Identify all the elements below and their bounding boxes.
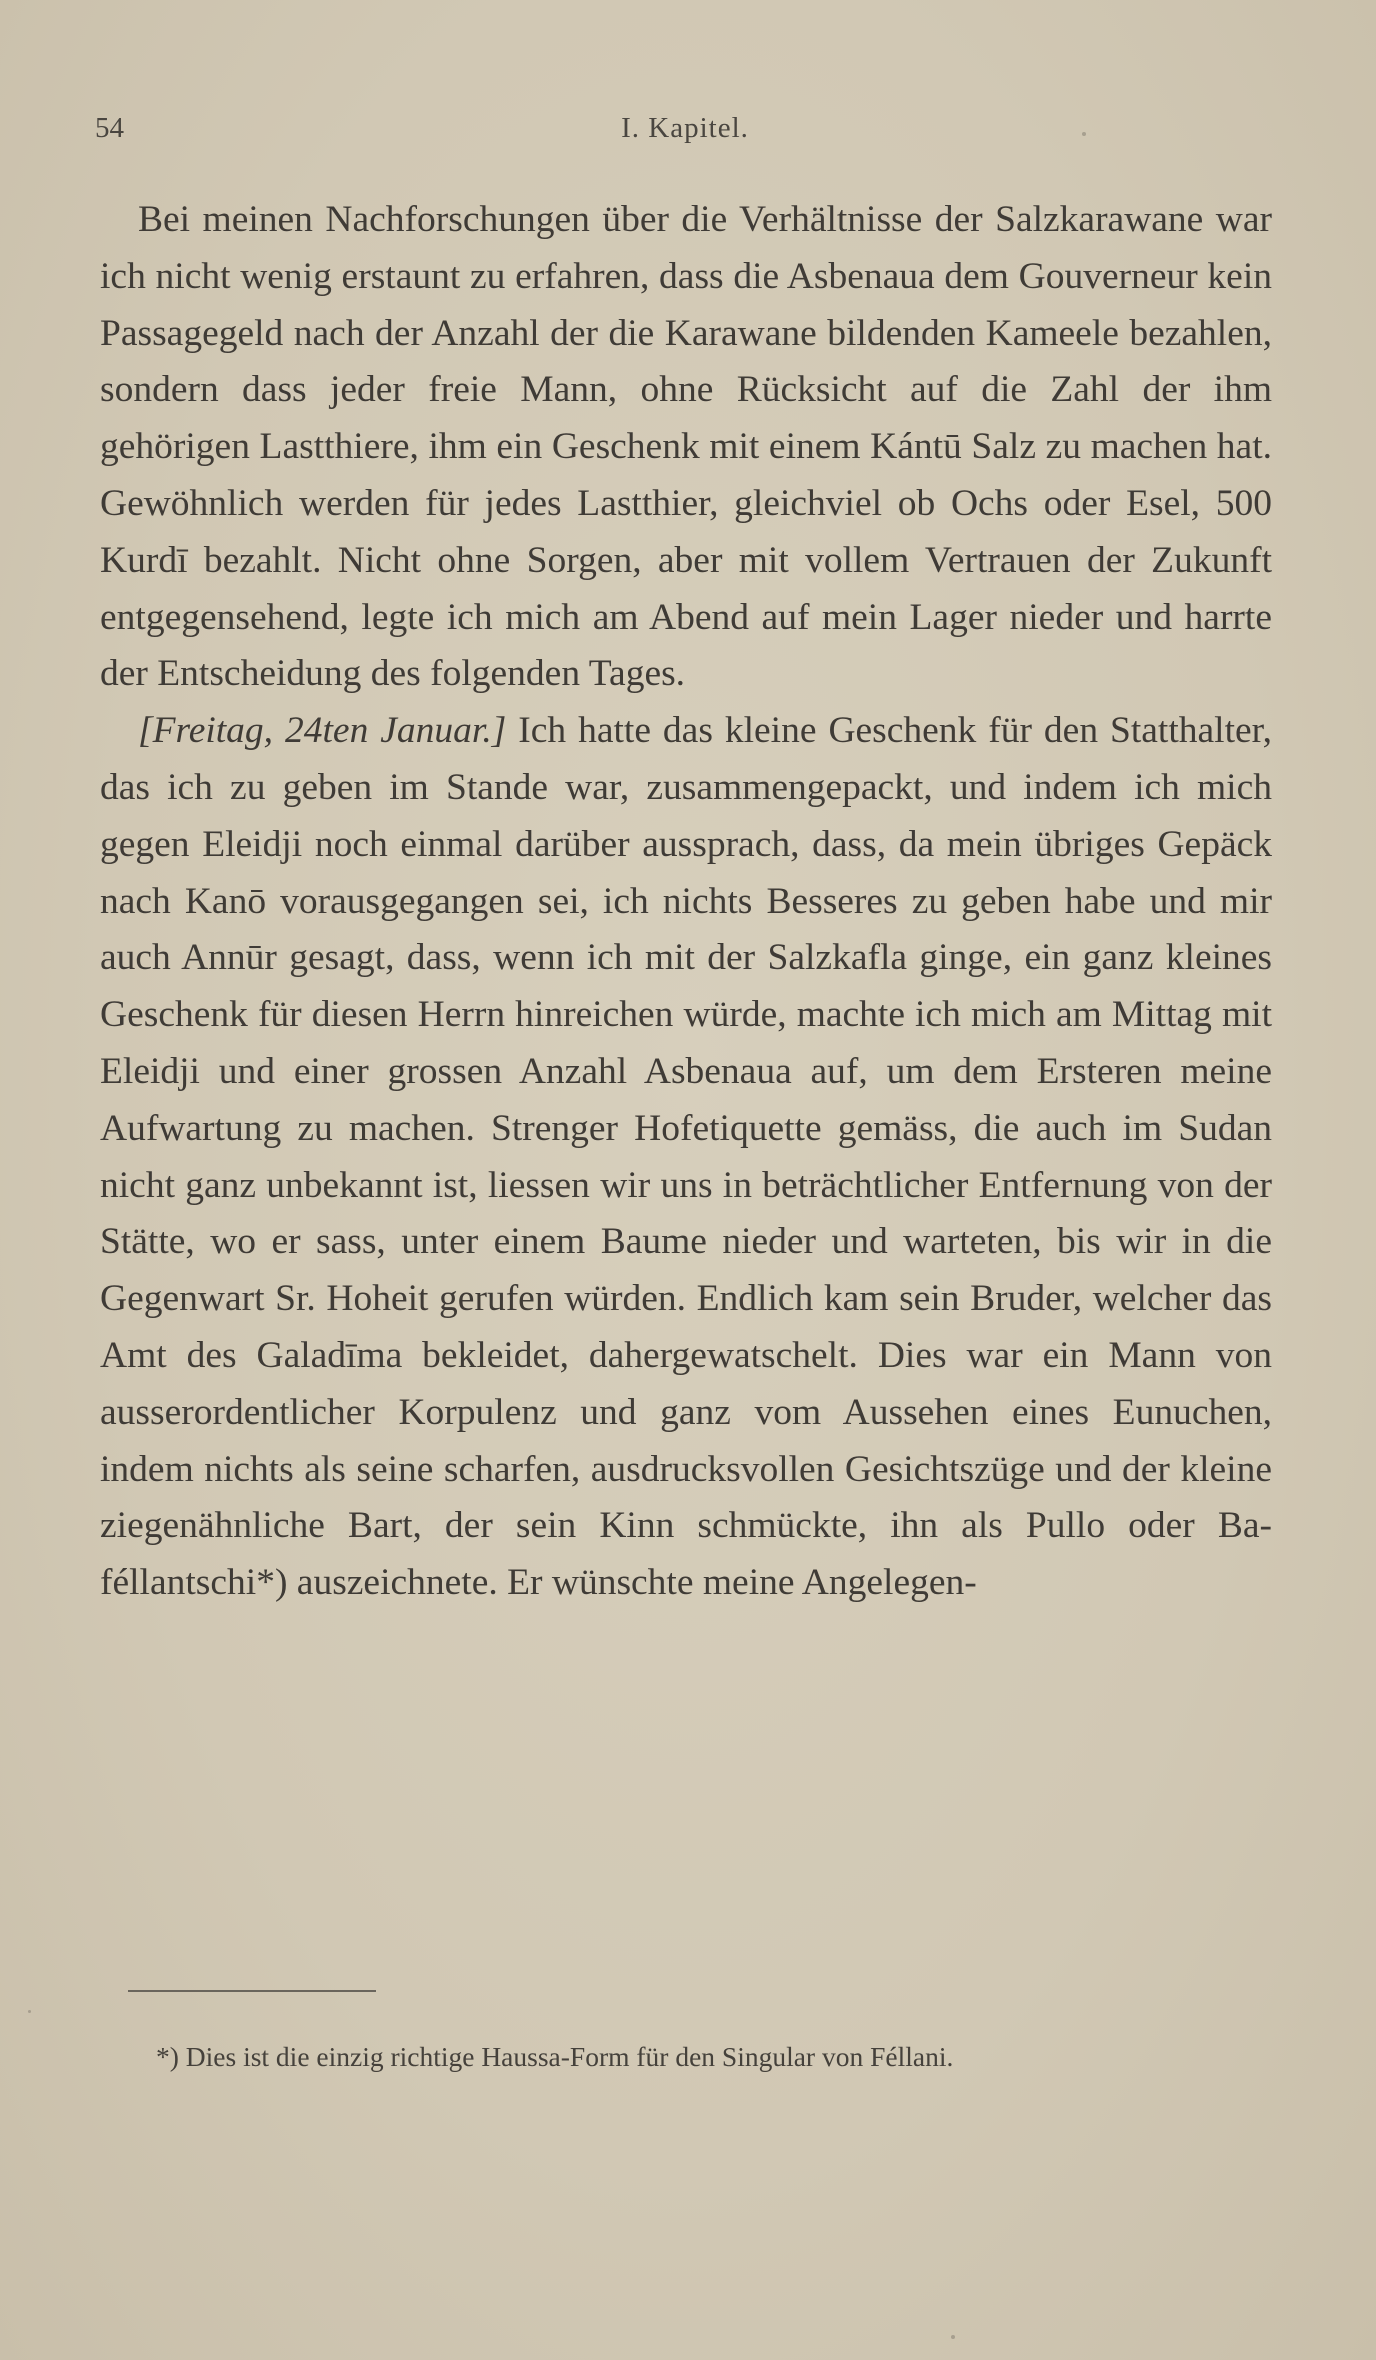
footnote-text: *) Dies ist die einzig richtige Haussa-Form für den Singular von Féllani.: [156, 2041, 954, 2072]
page-number: 54: [95, 112, 124, 144]
paragraph-2: [100, 703, 1272, 1612]
paragraph-1: [100, 192, 1272, 703]
footnote: [108, 2034, 1278, 2080]
paragraph-1-text: Bei meinen Nachforschungen über die Verhältnisse der Salzkarawane war ich nicht wenig erstaunt zu erfahren, dass die Asbenaua dem Gouverneur kein Passagegeld nach der Anzahl der die Karawane bildenden Kameele bezahlen, sondern dass jeder freie Mann, ohne Rücksicht auf die Zahl der ihm gehörigen Lastthiere, ihm ein Geschenk mit einem Kántū Salz zu machen hat. Gewöhnlich werden für jedes Lastthier, gleichviel ob Ochs oder Esel, 500 Kurdī bezahlt. Nicht ohne Sorgen, aber mit vollem Vertrauen der Zukunft entgegensehend, legte ich mich am Abend auf mein Lager nieder und harrte der Entscheidung des folgenden Tages.: [100, 199, 1272, 695]
paper-speck: [1082, 132, 1086, 136]
running-head: I. Kapitel.: [621, 112, 749, 144]
paper-speck: [951, 2335, 955, 2339]
paper-speck: [28, 2010, 31, 2013]
footnote-divider: [128, 1990, 376, 1992]
paragraph-2-text: Ich hatte das kleine Geschenk für den Statthalter, das ich zu geben im Stande war, zusammengepackt, und indem ich mich gegen Eleidji noch einmal darüber aussprach, dass, da mein übriges Gepäck nach Kanō vorausgegangen sei, ich nichts Besseres zu geben habe und mir auch Annūr gesagt, dass, wenn ich mit der Salzkafla ginge, ein ganz kleines Geschenk für diesen Herrn hinreichen würde, machte ich mich am Mittag mit Eleidji und einer grossen Anzahl Asbenaua auf, um dem Ersteren meine Aufwartung zu machen. Strenger Hofetiquette gemäss, die auch im Sudan nicht ganz unbekannt ist, liessen wir uns in beträchtlicher Entfernung von der Stätte, wo er sass, unter einem Baume nieder und warteten, bis wir in die Gegenwart Sr. Hoheit gerufen würden. Endlich kam sein Bruder, welcher das Amt des Galadīma bekleidet, dahergewatschelt. Dies war ein Mann von ausserordentlicher Korpulenz und ganz vom Aussehen eines Eunuchen, indem nichts als seine scharfen, ausdrucksvollen Gesichtszüge und der kleine ziegenähnliche Bart, der sein Kinn schmückte, ihn als Pullo oder Ba-féllantschi*) auszeichnete. Er wünschte meine Angelegen-: [100, 710, 1273, 1604]
main-text: [100, 192, 1272, 1612]
date-reference: [Freitag, 24ten Januar.]: [138, 710, 507, 752]
page-header: [95, 112, 1275, 156]
